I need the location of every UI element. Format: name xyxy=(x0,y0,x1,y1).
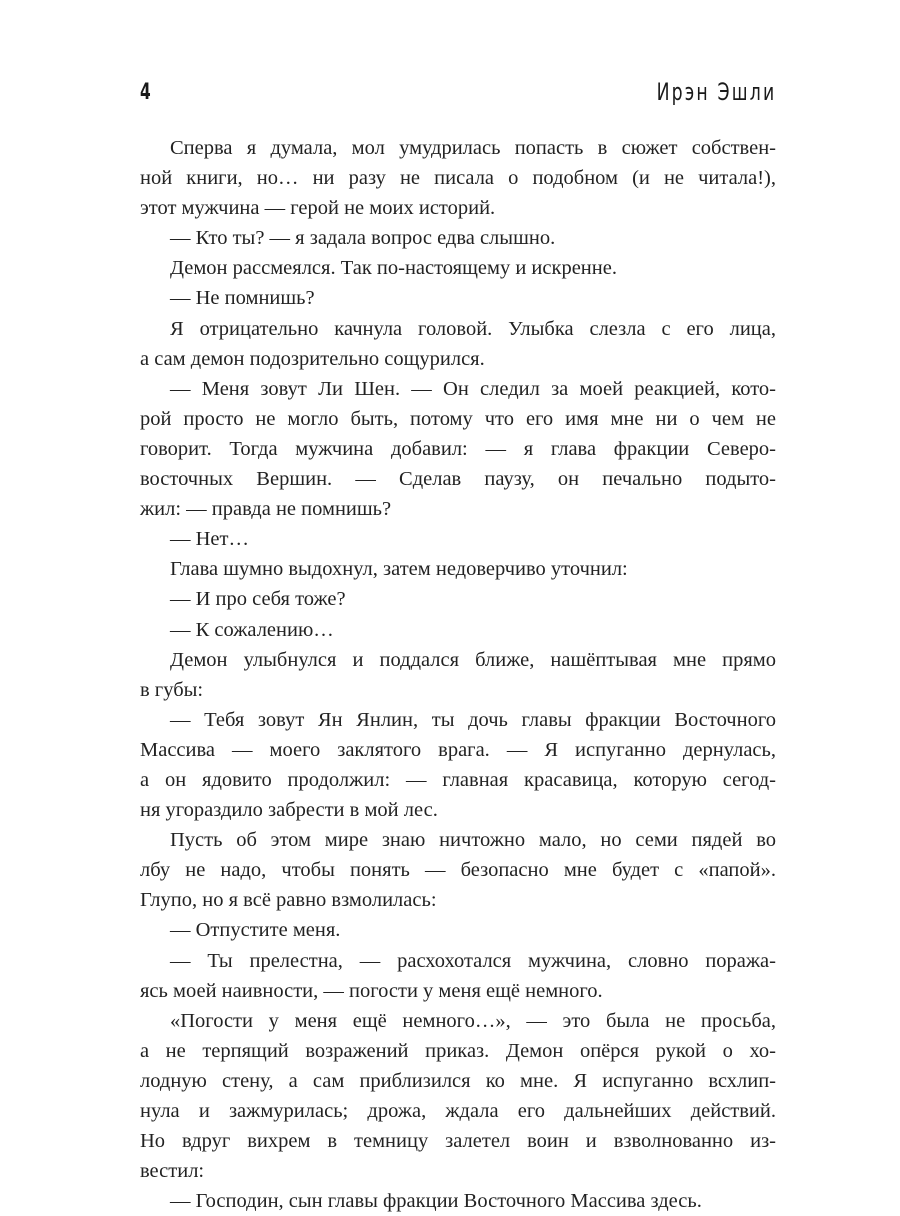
text-line: — К сожалению… xyxy=(170,618,334,641)
text-line: — Кто ты? — я задала вопрос едва слышно. xyxy=(170,227,556,250)
text-line: Демон рассмеялся. Так по-настоящему и искренне. xyxy=(170,257,617,280)
text-line: Глава шумно выдохнул, затем недоверчиво уточнил: xyxy=(170,558,628,581)
text-line: лодную стену, а сам приблизился ко мне. Я испуганно всхлип- xyxy=(140,1069,776,1092)
text-line: говорит. Тогда мужчина добавил: — я глава фракции Северо- xyxy=(140,437,776,460)
text-line: — Господин, сын главы фракции Восточного Массива здесь. xyxy=(170,1190,702,1213)
text-line: а он ядовито продолжил: — главная красавица, которую сегод- xyxy=(140,768,776,791)
text-line: а сам демон подозрительно сощурился. xyxy=(140,347,485,370)
text-line: — Меня зовут Ли Шен. — Он следил за моей реакцией, кото- xyxy=(170,377,776,400)
text-line: вестил: xyxy=(140,1160,205,1183)
running-head-author: Ирэн Эшли xyxy=(656,78,776,106)
text-line: в губы: xyxy=(140,678,204,701)
text-line: восточных Вершин. — Сделав паузу, он печально подыто- xyxy=(140,468,776,491)
text-line: Пусть об этом мире знаю ничтожно мало, но семи пядей во xyxy=(170,829,776,852)
text-line: лбу не надо, чтобы понять — безопасно мне будет с «папой». xyxy=(140,859,776,882)
text-line: ня угораздило забрести в мой лес. xyxy=(140,799,438,822)
text-line: Но вдруг вихрем в темницу залетел воин и взволнованно из- xyxy=(140,1130,776,1153)
text-line: этот мужчина — герой не моих историй. xyxy=(140,197,496,220)
text-line: рой просто не могло быть, потому что его имя мне ни о чем не xyxy=(140,407,776,430)
text-line: жил: — правда не помнишь? xyxy=(140,498,392,521)
text-line: ясь моей наивности, — погости у меня ещё немного. xyxy=(140,979,603,1002)
text-line: а не терпящий возражений приказ. Демон опёрся рукой о хо- xyxy=(140,1039,776,1062)
text-line: — Нет… xyxy=(170,528,249,551)
text-line: — Тебя зовут Ян Янлин, ты дочь главы фракции Восточного xyxy=(170,708,776,731)
text-line: — Отпустите меня. xyxy=(170,919,341,942)
text-line: Глупо, но я всё равно взмолилась: xyxy=(140,889,437,912)
body-text xyxy=(140,133,776,1216)
text-line: «Погости у меня ещё немного…», — это была не просьба, xyxy=(170,1009,776,1032)
text-line: Сперва я думала, мол умудрилась попасть в сюжет собствен- xyxy=(170,137,776,159)
text-line: — Ты прелестна, — расхохотался мужчина, словно поража- xyxy=(170,949,776,972)
text-line: ной книги, но… ни разу не писала о подобном (и не читала!), xyxy=(140,167,776,190)
text-line: — И про себя тоже? xyxy=(170,588,346,611)
text-line: нула и зажмурилась; дрожа, ждала его дальнейших действий. xyxy=(140,1100,776,1122)
text-line: Массива — моего заклятого врага. — Я испуганно дернулась, xyxy=(140,738,776,761)
text-line: Я отрицательно качнула головой. Улыбка слезла с его лица, xyxy=(170,317,776,340)
text-line: — Не помнишь? xyxy=(170,287,315,310)
page-number: 4 xyxy=(140,80,151,105)
text-line: Демон улыбнулся и поддался ближе, нашёптывая мне прямо xyxy=(170,648,776,671)
